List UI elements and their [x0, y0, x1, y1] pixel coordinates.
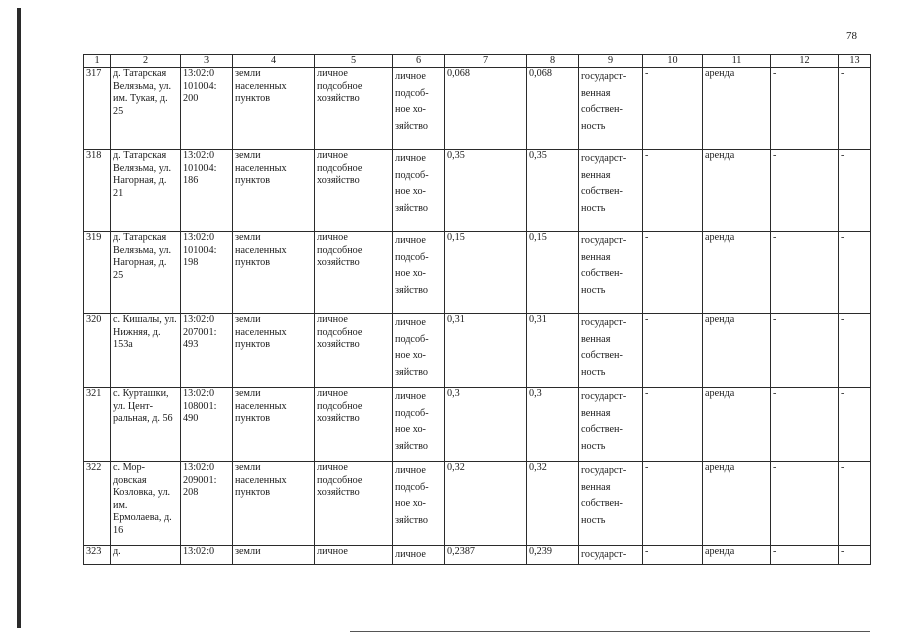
- ownership-cell: государст- венная собствен- ность: [579, 68, 643, 150]
- column-10-cell: -: [643, 68, 703, 150]
- col-header: 12: [771, 55, 839, 68]
- column-12-cell: -: [771, 150, 839, 232]
- area-cell: 0,068: [445, 68, 527, 150]
- area-cell: 0,31: [527, 314, 579, 388]
- col-header: 4: [233, 55, 315, 68]
- col-header: 11: [703, 55, 771, 68]
- actual-use-cell: личное подсоб- ное хо- зяйство: [393, 232, 445, 314]
- col-header: 6: [393, 55, 445, 68]
- actual-use-cell: личное: [393, 546, 445, 565]
- area-cell: 0,31: [445, 314, 527, 388]
- col-header: 7: [445, 55, 527, 68]
- column-13-cell: -: [839, 68, 871, 150]
- column-11-cell: аренда: [703, 68, 771, 150]
- table-row: [84, 546, 871, 565]
- table-row: [84, 388, 871, 462]
- column-13-cell: -: [839, 388, 871, 462]
- cadastral-number-cell: 13:02:0 209001: 208: [181, 462, 233, 546]
- area-cell: 0,15: [445, 232, 527, 314]
- cadastral-number-cell: 13:02:0: [181, 546, 233, 565]
- permitted-use-cell: личное подсобное хозяйство: [315, 68, 393, 150]
- area-cell: 0,35: [527, 150, 579, 232]
- area-cell: 0,15: [527, 232, 579, 314]
- actual-use-cell: личное подсоб- ное хо- зяйство: [393, 462, 445, 546]
- column-12-cell: -: [771, 388, 839, 462]
- land-registry-table: [83, 54, 871, 565]
- scan-left-edge: [17, 8, 21, 628]
- cadastral-number-cell: 13:02:0 101004: 198: [181, 232, 233, 314]
- permitted-use-cell: личное подсобное хозяйство: [315, 314, 393, 388]
- address-cell: с. Курташки, ул. Цент- ральная, д. 56: [111, 388, 181, 462]
- area-cell: 0,35: [445, 150, 527, 232]
- column-12-cell: -: [771, 314, 839, 388]
- row-number-cell: 320: [84, 314, 111, 388]
- row-number-cell: 321: [84, 388, 111, 462]
- column-10-cell: -: [643, 546, 703, 565]
- col-header: 8: [527, 55, 579, 68]
- row-number-cell: 322: [84, 462, 111, 546]
- column-13-cell: -: [839, 150, 871, 232]
- column-12-cell: -: [771, 232, 839, 314]
- address-cell: д. Татарская Велязьма, ул. им. Тукая, д. 25: [111, 68, 181, 150]
- actual-use-cell: личное подсоб- ное хо- зяйство: [393, 314, 445, 388]
- ownership-cell: государст- венная собствен- ность: [579, 388, 643, 462]
- column-11-cell: аренда: [703, 314, 771, 388]
- land-category-cell: земли населенных пунктов: [233, 314, 315, 388]
- table-row: [84, 232, 871, 314]
- col-header: 5: [315, 55, 393, 68]
- area-cell: 0,239: [527, 546, 579, 565]
- table-row: [84, 68, 871, 150]
- column-10-cell: -: [643, 462, 703, 546]
- address-cell: д. Татарская Велязьма, ул. Нагорная, д. 25: [111, 232, 181, 314]
- actual-use-cell: личное подсоб- ное хо- зяйство: [393, 68, 445, 150]
- ownership-cell: государст- венная собствен- ность: [579, 462, 643, 546]
- area-cell: 0,3: [527, 388, 579, 462]
- address-cell: с. Кишалы, ул. Нижняя, д. 153а: [111, 314, 181, 388]
- table-row: [84, 150, 871, 232]
- cadastral-number-cell: 13:02:0 101004: 186: [181, 150, 233, 232]
- scan-bottom-edge: [350, 631, 870, 632]
- column-13-cell: -: [839, 314, 871, 388]
- column-10-cell: -: [643, 314, 703, 388]
- permitted-use-cell: личное: [315, 546, 393, 565]
- column-13-cell: -: [839, 546, 871, 565]
- col-header: 1: [84, 55, 111, 68]
- land-category-cell: земли населенных пунктов: [233, 232, 315, 314]
- row-number-cell: 318: [84, 150, 111, 232]
- area-cell: 0,068: [527, 68, 579, 150]
- column-13-cell: -: [839, 462, 871, 546]
- col-header: 3: [181, 55, 233, 68]
- column-12-cell: -: [771, 546, 839, 565]
- area-cell: 0,2387: [445, 546, 527, 565]
- column-number-row: [84, 55, 871, 68]
- permitted-use-cell: личное подсобное хозяйство: [315, 232, 393, 314]
- land-category-cell: земли населенных пунктов: [233, 388, 315, 462]
- cadastral-number-cell: 13:02:0 207001: 493: [181, 314, 233, 388]
- column-10-cell: -: [643, 388, 703, 462]
- permitted-use-cell: личное подсобное хозяйство: [315, 462, 393, 546]
- address-cell: д. Татарская Велязьма, ул. Нагорная, д. 21: [111, 150, 181, 232]
- table-row: [84, 314, 871, 388]
- column-10-cell: -: [643, 150, 703, 232]
- actual-use-cell: личное подсоб- ное хо- зяйство: [393, 150, 445, 232]
- cadastral-number-cell: 13:02:0 101004: 200: [181, 68, 233, 150]
- address-cell: с. Мор- довская Козловка, ул. им. Ермолаева, д. 16: [111, 462, 181, 546]
- col-header: 9: [579, 55, 643, 68]
- land-category-cell: земли населенных пунктов: [233, 68, 315, 150]
- land-category-cell: земли населенных пунктов: [233, 150, 315, 232]
- ownership-cell: государст- венная собствен- ность: [579, 314, 643, 388]
- page-number: 78: [846, 30, 857, 42]
- area-cell: 0,32: [445, 462, 527, 546]
- column-11-cell: аренда: [703, 150, 771, 232]
- column-10-cell: -: [643, 232, 703, 314]
- ownership-cell: государст- венная собствен- ность: [579, 150, 643, 232]
- address-cell: д.: [111, 546, 181, 565]
- column-11-cell: аренда: [703, 546, 771, 565]
- ownership-cell: государст- венная собствен- ность: [579, 232, 643, 314]
- row-number-cell: 319: [84, 232, 111, 314]
- permitted-use-cell: личное подсобное хозяйство: [315, 150, 393, 232]
- col-header: 2: [111, 55, 181, 68]
- permitted-use-cell: личное подсобное хозяйство: [315, 388, 393, 462]
- actual-use-cell: личное подсоб- ное хо- зяйство: [393, 388, 445, 462]
- table-row: [84, 462, 871, 546]
- column-12-cell: -: [771, 68, 839, 150]
- cadastral-number-cell: 13:02:0 108001: 490: [181, 388, 233, 462]
- row-number-cell: 323: [84, 546, 111, 565]
- column-11-cell: аренда: [703, 462, 771, 546]
- col-header: 10: [643, 55, 703, 68]
- area-cell: 0,32: [527, 462, 579, 546]
- column-11-cell: аренда: [703, 388, 771, 462]
- area-cell: 0,3: [445, 388, 527, 462]
- land-category-cell: земли: [233, 546, 315, 565]
- column-13-cell: -: [839, 232, 871, 314]
- row-number-cell: 317: [84, 68, 111, 150]
- column-11-cell: аренда: [703, 232, 771, 314]
- ownership-cell: государст-: [579, 546, 643, 565]
- col-header: 13: [839, 55, 871, 68]
- land-category-cell: земли населенных пунктов: [233, 462, 315, 546]
- column-12-cell: -: [771, 462, 839, 546]
